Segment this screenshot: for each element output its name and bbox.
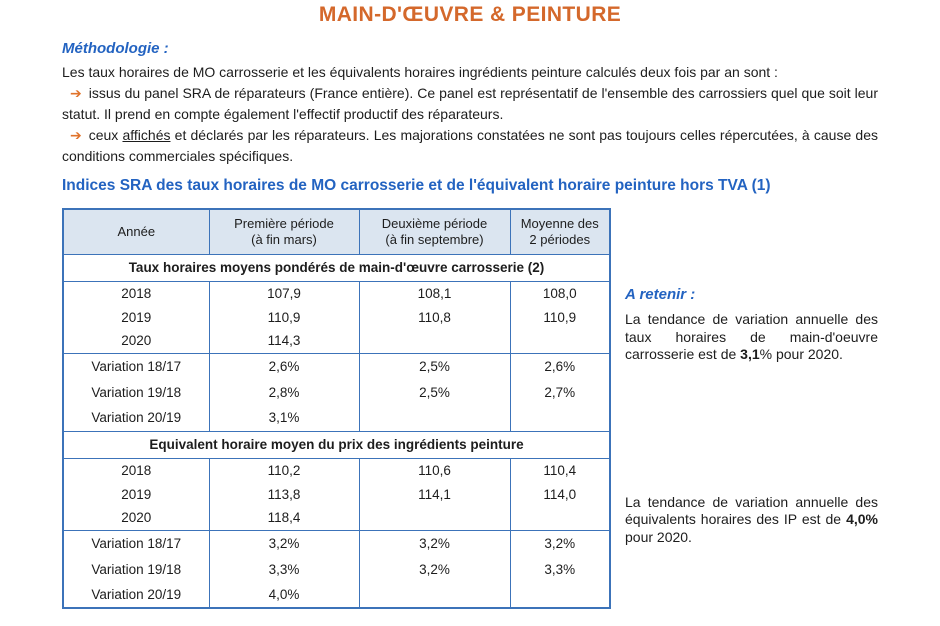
cell-p1: 4,0% (209, 582, 359, 608)
table-row (63, 353, 610, 379)
table-row (63, 254, 610, 281)
table-row (63, 458, 610, 482)
section-2-variations (63, 530, 610, 608)
cell-year: 2018 (121, 462, 152, 478)
col-header-annee: Année (63, 209, 209, 254)
note-text: % pour 2020. (759, 346, 843, 362)
section-1-years (63, 281, 610, 353)
col-header-line: (à fin septembre) (385, 231, 484, 247)
cell-p2: 114,1 (359, 482, 510, 506)
cell-avg (510, 405, 610, 431)
cell-p2: 3,2% (359, 530, 510, 556)
col-header-periode-2 (359, 209, 510, 254)
col-header-line: Moyenne des (520, 215, 599, 231)
cell-p1: 114,3 (209, 329, 359, 353)
cell-avg (510, 506, 610, 530)
cell-variation-label: Variation 20/19 (91, 587, 182, 602)
cell-avg: 3,3% (510, 556, 610, 582)
cell-avg: 114,0 (510, 482, 610, 506)
table-row (63, 329, 610, 353)
cell-p1: 2,6% (209, 353, 359, 379)
note-bold-value: 4,0% (846, 511, 878, 527)
table-header (63, 209, 610, 254)
takeaway-note-2 (625, 494, 878, 547)
col-header-periode-1 (209, 209, 359, 254)
cell-avg: 108,0 (510, 281, 610, 305)
cell-avg (510, 329, 610, 353)
methodology-heading: Méthodologie : (62, 40, 169, 57)
section-1-title-row (63, 254, 610, 281)
note-text: La tendance de variation annuelle des équivalents horaires des IP est de (625, 493, 878, 527)
table-header-row (63, 209, 610, 254)
cell-p2: 2,5% (359, 353, 510, 379)
col-header-line: 2 périodes (529, 231, 591, 247)
cell-p2 (359, 405, 510, 431)
table-row (63, 482, 610, 506)
table-row (63, 305, 610, 329)
cell-variation-label: Variation 20/19 (91, 410, 182, 426)
cell-year: 2018 (121, 285, 152, 301)
table-row (63, 281, 610, 305)
cell-variation-label: Variation 19/18 (91, 384, 182, 400)
cell-avg (510, 582, 610, 608)
cell-year: 2020 (121, 333, 152, 349)
cell-p1: 113,8 (209, 482, 359, 506)
table-row (63, 530, 610, 556)
cell-p1: 3,3% (209, 556, 359, 582)
bullet-text: et déclarés par les réparateurs. Les majorations constatées ne sont pas toujours celles répercutées, à cause des conditions commerciales spécifiques. (62, 127, 878, 164)
methodology-bullet-2 (62, 125, 878, 167)
indices-heading: Indices SRA des taux horaires de MO carrosserie et de l'équivalent horaire peinture hors TVA (1) (62, 177, 771, 194)
cell-p2: 110,6 (359, 458, 510, 482)
key-takeaways (625, 208, 878, 546)
bullet-text: ceux (88, 127, 123, 143)
cell-p1: 118,4 (209, 506, 359, 530)
cell-variation-label: Variation 19/18 (91, 561, 182, 577)
table-row (63, 506, 610, 530)
cell-year: 2019 (121, 486, 152, 502)
cell-variation-label: Variation 18/17 (91, 358, 182, 374)
main-row (62, 208, 878, 609)
table-row (63, 405, 610, 431)
cell-p1: 107,9 (209, 281, 359, 305)
cell-p2: 110,8 (359, 305, 510, 329)
methodology-section (62, 40, 878, 609)
sra-index-table (62, 208, 611, 609)
cell-variation-label: Variation 18/17 (91, 535, 182, 551)
note-bold-value: 3,1 (740, 346, 760, 362)
cell-avg: 3,2% (510, 530, 610, 556)
cell-year: 2020 (121, 510, 152, 526)
arrow-bullet-icon: ➔ (70, 85, 82, 101)
note-text: La tendance de variation annuelle des taux horaires de main-d'oeuvre carrosserie est de (625, 311, 878, 362)
bullet-text: issus du panel SRA de réparateurs (France entière). Ce panel est représentatif de l'ensemble des carrossiers quel que soit leur statut. Il prend en compte également l'effectif productif des réparateurs. (62, 85, 878, 122)
cell-p1: 110,2 (209, 458, 359, 482)
table-row (63, 431, 610, 458)
cell-p1: 2,8% (209, 379, 359, 405)
cell-p2: 108,1 (359, 281, 510, 305)
cell-p2: 2,5% (359, 379, 510, 405)
note-text: pour 2020. (625, 528, 692, 545)
table-row (63, 582, 610, 608)
cell-p1: 110,9 (209, 305, 359, 329)
cell-p2: 3,2% (359, 556, 510, 582)
takeaway-note-1 (625, 311, 878, 364)
cell-p2 (359, 329, 510, 353)
cell-avg: 110,9 (510, 305, 610, 329)
cell-avg: 2,7% (510, 379, 610, 405)
cell-p1: 3,2% (209, 530, 359, 556)
table-row (63, 556, 610, 582)
section-2-title-row (63, 431, 610, 458)
cell-p1: 3,1% (209, 405, 359, 431)
methodology-intro: Les taux horaires de MO carrosserie et les équivalents horaires ingrédients peinture calculés deux fois par an sont : (62, 64, 778, 80)
section-title: Equivalent horaire moyen du prix des ingrédients peinture (149, 437, 524, 452)
col-header-moyenne (510, 209, 610, 254)
page-title: MAIN-D'ŒUVRE & PEINTURE (318, 3, 622, 26)
col-header-line: Première période (234, 215, 334, 231)
cell-avg: 2,6% (510, 353, 610, 379)
cell-p2 (359, 582, 510, 608)
bullet-text-underlined: affichés (122, 127, 171, 143)
cell-p2 (359, 506, 510, 530)
section-1-variations (63, 353, 610, 431)
section-title: Taux horaires moyens pondérés de main-d'œuvre carrosserie (2) (128, 260, 545, 275)
a-retenir-heading: A retenir : (625, 286, 696, 303)
cell-year: 2019 (121, 309, 152, 325)
arrow-bullet-icon: ➔ (70, 127, 82, 143)
section-2-years (63, 458, 610, 530)
col-header-line: (à fin mars) (251, 231, 317, 247)
cell-avg: 110,4 (510, 458, 610, 482)
table-row (63, 379, 610, 405)
col-header-line: Deuxième période (381, 215, 488, 231)
methodology-bullet-1 (62, 83, 878, 125)
